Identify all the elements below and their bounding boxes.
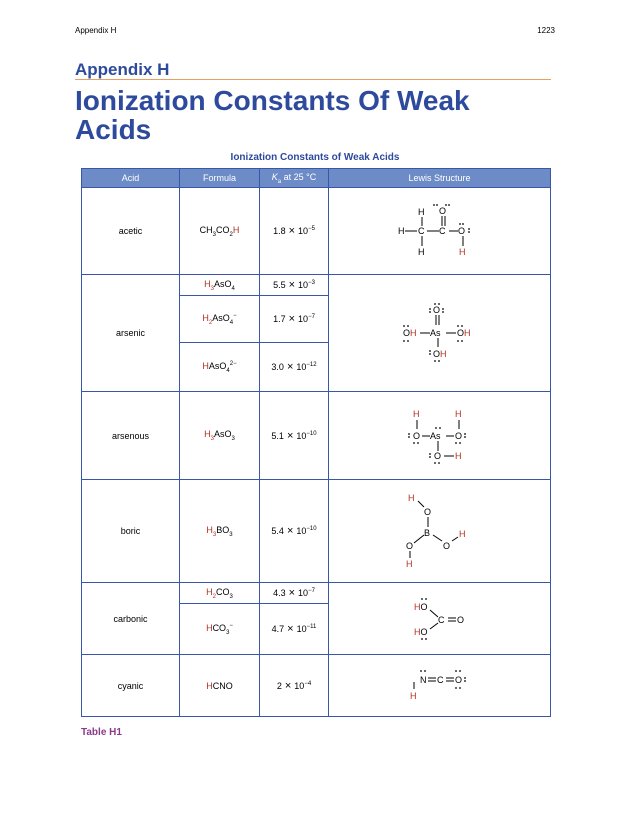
lewis-structure-cyanic (329, 655, 551, 717)
svg-text:HO: HO (413, 601, 428, 612)
svg-text:As: As (429, 430, 441, 441)
ionization-table (81, 168, 551, 717)
svg-text:O: O (442, 541, 450, 551)
lewis-structure-acetic (329, 188, 551, 275)
lewis-structure-arsenous (329, 392, 551, 480)
appendix-rule (75, 79, 551, 80)
svg-text:O: O (456, 614, 464, 625)
column-header-ka: $K_a$ at 25 °C (260, 169, 329, 188)
page-number: 1223 (537, 26, 555, 35)
svg-text:H: H (397, 226, 404, 236)
svg-text:H: H (417, 247, 424, 257)
svg-text:O: O (457, 226, 465, 236)
svg-text:H: H (454, 450, 461, 461)
table-row-arsenous (82, 392, 551, 480)
svg-text:B: B (423, 528, 430, 538)
ka-cell: $2 \times 10^{-4}$ (260, 655, 329, 717)
column-header-formula: Formula (180, 169, 260, 188)
svg-text:O: O (433, 450, 441, 461)
svg-text:H: H (454, 408, 461, 419)
svg-text:O: O (454, 674, 462, 685)
svg-text:O: O (423, 507, 431, 517)
formula-cell: $H_2CO_3$ (180, 583, 260, 604)
column-header-acid: Acid (82, 169, 180, 188)
svg-text:O: O (412, 430, 420, 441)
table-row-boric (82, 480, 551, 583)
acid-name: boric (82, 480, 180, 583)
svg-text:N: N (419, 674, 426, 685)
formula-cell: $CH_3CO_2H$ (180, 188, 260, 275)
column-header-lewis: Lewis Structure (329, 169, 551, 188)
running-header (75, 26, 555, 38)
svg-text:C: C (437, 614, 444, 625)
lewis-structure-arsenic (329, 275, 551, 392)
page-title: Ionization Constants Of Weak Acids (75, 85, 470, 145)
table-row-arsenic (82, 275, 551, 296)
svg-text:H: H (407, 493, 414, 503)
svg-text:As: As (429, 328, 441, 338)
table-row-cyanic (82, 655, 551, 717)
acid-name: acetic (82, 188, 180, 275)
svg-text:OH: OH (432, 349, 447, 359)
ka-cell: $1.8 \times 10^{-5}$ (260, 188, 329, 275)
svg-text:H: H (417, 207, 424, 217)
formula-cell: $H_3AsO_4$ (180, 275, 260, 296)
acid-name: arsenic (82, 275, 180, 392)
table-caption: Table H1 (81, 727, 122, 738)
table-title: Ionization Constants of Weak Acids (230, 152, 400, 163)
svg-text:H: H (405, 559, 412, 569)
formula-cell: HCNO (180, 655, 260, 717)
ka-cell: $5.5 \times 10^{-3}$ (260, 275, 329, 296)
svg-text:O: O (432, 305, 440, 315)
formula-cell: $HCO_3^-$ (180, 604, 260, 655)
table-header-row (82, 169, 551, 188)
table-row-acetic (82, 188, 551, 275)
ka-cell: $5.1 \times 10^{-10}$ (260, 392, 329, 480)
svg-text:H: H (412, 408, 419, 419)
ka-cell: $5.4 \times 10^{-10}$ (260, 480, 329, 583)
svg-text:H: H (409, 690, 416, 701)
svg-text:O: O (405, 541, 413, 551)
svg-text:H: H (458, 529, 465, 539)
svg-text:C: C (438, 226, 445, 236)
lewis-structure-carbonic (329, 583, 551, 655)
svg-text:O: O (454, 430, 462, 441)
svg-text:O: O (438, 206, 446, 216)
formula-cell: $H_3AsO_3$ (180, 392, 260, 480)
formula-cell: $H_3BO_3$ (180, 480, 260, 583)
acid-name: carbonic (82, 583, 180, 655)
acid-name: arsenous (82, 392, 180, 480)
svg-text:HO: HO (413, 626, 428, 637)
lewis-structure-boric (329, 480, 551, 583)
svg-text:C: C (436, 674, 443, 685)
ka-cell: $4.7 \times 10^{-11}$ (260, 604, 329, 655)
appendix-label: Appendix H (75, 60, 170, 79)
ka-cell: $3.0 \times 10^{-12}$ (260, 343, 329, 392)
ka-cell: $4.3 \times 10^{-7}$ (260, 583, 329, 604)
formula-cell: HAsO$_4^{2-}$ (180, 343, 260, 392)
running-header-left: Appendix H (75, 26, 117, 35)
table-row-carbonic (82, 583, 551, 604)
formula-cell: $H_2AsO_4^-$ (180, 296, 260, 343)
acid-name: cyanic (82, 655, 180, 717)
ka-cell: $1.7 \times 10^{-7}$ (260, 296, 329, 343)
svg-text:OH: OH (456, 328, 471, 338)
svg-text:H: H (458, 247, 465, 257)
svg-text:OH: OH (402, 328, 417, 338)
svg-text:C: C (417, 226, 424, 236)
